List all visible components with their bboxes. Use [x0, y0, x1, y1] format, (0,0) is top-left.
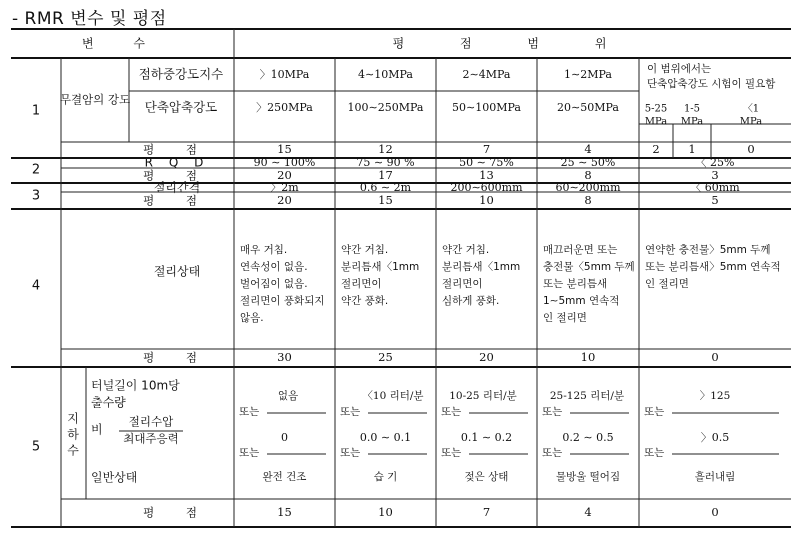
param-4-cell: 벌어짐이 없음. [240, 278, 308, 290]
param-1b-subcell: MPa [644, 116, 668, 128]
param-3-rating: 10 [479, 193, 494, 207]
param-1b-cell: 50∼100MPa [452, 101, 521, 114]
param-5-rating-label: 평 점 [143, 505, 211, 520]
param-3-rating: 15 [378, 193, 393, 207]
param-4-rating: 30 [277, 350, 292, 364]
param-5-ratio-cell: 0.1 ∼ 0.2 [460, 431, 513, 444]
param-5-rating: 15 [277, 505, 292, 519]
param-5-general-cell: 흘러내림 [694, 471, 736, 483]
param-4-rating: 25 [378, 350, 393, 364]
or-separator: 또는 [340, 406, 361, 418]
param-5-group-char: 하 [67, 427, 79, 442]
page-title: - RMR 변수 및 평점 [12, 9, 167, 29]
param-3-cell: 〉2m [270, 181, 299, 194]
param-5-inflow-cell: 없음 [277, 390, 299, 402]
or-separator: 또는 [441, 406, 462, 418]
param-2-rating: 17 [378, 168, 393, 182]
param-2-name: R Q D [144, 155, 210, 170]
param-2-rating: 13 [479, 168, 494, 182]
param-1a-note: 단축압축강도 시험이 필요함 [647, 78, 776, 90]
param-1b-cell: 〉250MPa [256, 101, 313, 114]
param-5-inflow-cell: 〈10 리터/분 [362, 390, 424, 402]
param-5-inflow-cell: 25-125 리터/분 [549, 390, 625, 402]
param-1-rating: 7 [482, 142, 491, 156]
param-4-cell: 인 절리면 [645, 278, 689, 290]
param-2-rating: 20 [277, 168, 292, 182]
param-5-inflow-label: 출수량 [91, 395, 126, 410]
param-2-number: 2 [31, 162, 41, 178]
param-2-cell: 90 ∼ 100% [253, 156, 316, 169]
param-5-ratio-prefix: 비 [91, 422, 103, 437]
param-2-cell: 50 ∼ 75% [459, 156, 514, 169]
param-1b-cell: 100∼250MPa [347, 101, 424, 114]
param-2-rating: 3 [711, 168, 719, 182]
or-separator: 또는 [441, 447, 462, 459]
param-5-rating: 0 [711, 505, 719, 519]
or-separator: 또는 [239, 447, 260, 459]
rmr-table [11, 27, 791, 532]
param-1b-cell: 20∼50MPa [557, 101, 619, 114]
param-1-rating: 2 [652, 142, 660, 156]
or-separator: 또는 [239, 406, 260, 418]
param-1a-label: 점하중강도지수 [138, 66, 224, 82]
param-5-ratio-numerator: 절리수압 [128, 414, 174, 429]
param-1-rating: 1 [688, 142, 696, 156]
param-5-rating: 4 [584, 505, 592, 519]
param-5-ratio-cell: 0.0 ∼ 0.1 [359, 431, 412, 444]
param-1-rating: 15 [277, 142, 292, 156]
param-4-cell: 않음. [240, 312, 264, 324]
param-3-cell: 60∼200mm [555, 181, 621, 194]
param-1b-label: 단축압축강도 [144, 99, 218, 115]
param-5-number: 5 [31, 439, 41, 455]
param-5-inflow-cell: 10-25 리터/분 [449, 390, 517, 402]
param-4-cell: 또는 분리틈새 [543, 278, 608, 290]
param-3-cell: 200∼600mm [450, 181, 523, 194]
header-variable: 변 수 [82, 36, 163, 51]
param-5-ratio-denominator: 최대주응력 [123, 431, 179, 446]
param-4-cell: 약간 풍화. [341, 295, 389, 307]
param-4-cell: 약간 거침. [442, 244, 490, 256]
header-range: 평 점 범 위 [392, 36, 633, 51]
param-5-group-char: 지 [67, 411, 79, 426]
param-3-rating: 5 [711, 193, 719, 207]
param-4-cell: 약간 거침. [341, 244, 389, 256]
param-1-rating: 4 [584, 142, 592, 156]
param-4-cell: 또는 분리틈새〉5mm 연속적 [645, 261, 781, 273]
or-separator: 또는 [644, 406, 665, 418]
param-2-rating-label: 평 점 [143, 168, 211, 183]
param-3-rating-label: 평 점 [143, 193, 211, 208]
param-5-ratio-cell: 0 [281, 431, 288, 444]
param-5-ratio-cell: 〉0.5 [700, 431, 730, 444]
param-4-rating: 10 [580, 350, 596, 364]
param-3-rating: 8 [584, 193, 592, 207]
param-2-cell: 〈 25% [695, 156, 735, 169]
param-4-cell: 심하게 풍화. [442, 295, 500, 307]
param-4-cell: 매우 거침. [240, 244, 288, 256]
param-1b-subcell: 5-25 [644, 103, 668, 115]
param-1b-subcell: 〈1 [742, 103, 760, 115]
param-4-name: 절리상태 [153, 264, 201, 279]
param-2-rating: 8 [584, 168, 592, 182]
or-separator: 또는 [340, 447, 361, 459]
param-1a-cell: 〉10MPa [259, 68, 310, 81]
param-1a-note: 이 범위에서는 [647, 63, 712, 75]
param-4-cell: 분리틈새〈1mm [442, 261, 521, 273]
param-1-name: 무결암의 강도 [59, 92, 131, 107]
param-1-rating-label: 평 점 [143, 142, 211, 157]
param-5-rating: 7 [482, 505, 491, 519]
param-4-cell: 인 절리면 [543, 312, 587, 324]
param-1-rating: 12 [378, 142, 393, 156]
param-4-rating: 20 [479, 350, 494, 364]
param-4-cell: 1∼5mm 연속적 [543, 295, 620, 307]
or-separator: 또는 [542, 447, 563, 459]
param-1a-cell: 2∼4MPa [462, 68, 511, 81]
param-1-rating: 0 [747, 142, 755, 156]
param-1a-cell: 1∼2MPa [564, 68, 612, 81]
param-5-ratio-cell: 0.2 ∼ 0.5 [562, 431, 614, 444]
param-4-number: 4 [31, 278, 41, 294]
param-4-rating: 0 [711, 350, 719, 364]
param-1b-subcell: 1-5 [683, 103, 701, 115]
param-5-general-cell: 습 기 [373, 471, 398, 483]
param-4-cell: 분리틈새〈1mm [341, 261, 420, 273]
param-4-cell: 절리면이 [341, 278, 382, 290]
param-1b-subcell: MPa [680, 116, 704, 128]
param-5-rating: 10 [378, 505, 393, 519]
param-2-cell: 75 ∼ 90 % [356, 156, 415, 169]
param-4-cell: 충전물〈5mm 두께 [543, 261, 635, 273]
param-4-cell: 연속성이 없음. [240, 261, 308, 273]
param-5-general-label: 일반상태 [91, 470, 138, 485]
param-3-cell: 0.6 ∼ 2m [359, 181, 412, 194]
param-4-cell: 절리면이 풍화되지 [240, 295, 325, 307]
param-3-rating: 20 [277, 193, 292, 207]
param-3-name: 절리간격 [153, 180, 201, 195]
param-1a-cell: 4∼10MPa [358, 68, 413, 81]
param-2-cell: 25 ∼ 50% [560, 156, 616, 169]
or-separator: 또는 [644, 447, 665, 459]
param-5-inflow-cell: 〉125 [699, 390, 731, 402]
param-4-cell: 매끄러운면 또는 [543, 244, 618, 256]
param-1-number: 1 [31, 103, 41, 119]
param-4-cell: 절리면이 [442, 278, 483, 290]
or-separator: 또는 [542, 406, 563, 418]
param-5-inflow-label: 터널길이 10m당 [91, 378, 180, 393]
param-4-rating-label: 평 점 [143, 350, 211, 365]
param-5-general-cell: 물방울 떨어짐 [555, 471, 621, 483]
param-5-group-char: 수 [67, 443, 79, 458]
param-3-number: 3 [31, 188, 41, 204]
param-5-general-cell: 완전 건조 [262, 471, 307, 483]
param-1b-subcell: MPa [739, 116, 763, 128]
param-4-cell: 연약한 충전물〉5mm 두께 [645, 244, 771, 256]
param-5-general-cell: 젖은 상태 [464, 471, 509, 483]
param-3-cell: 〈 60mm [690, 181, 740, 194]
